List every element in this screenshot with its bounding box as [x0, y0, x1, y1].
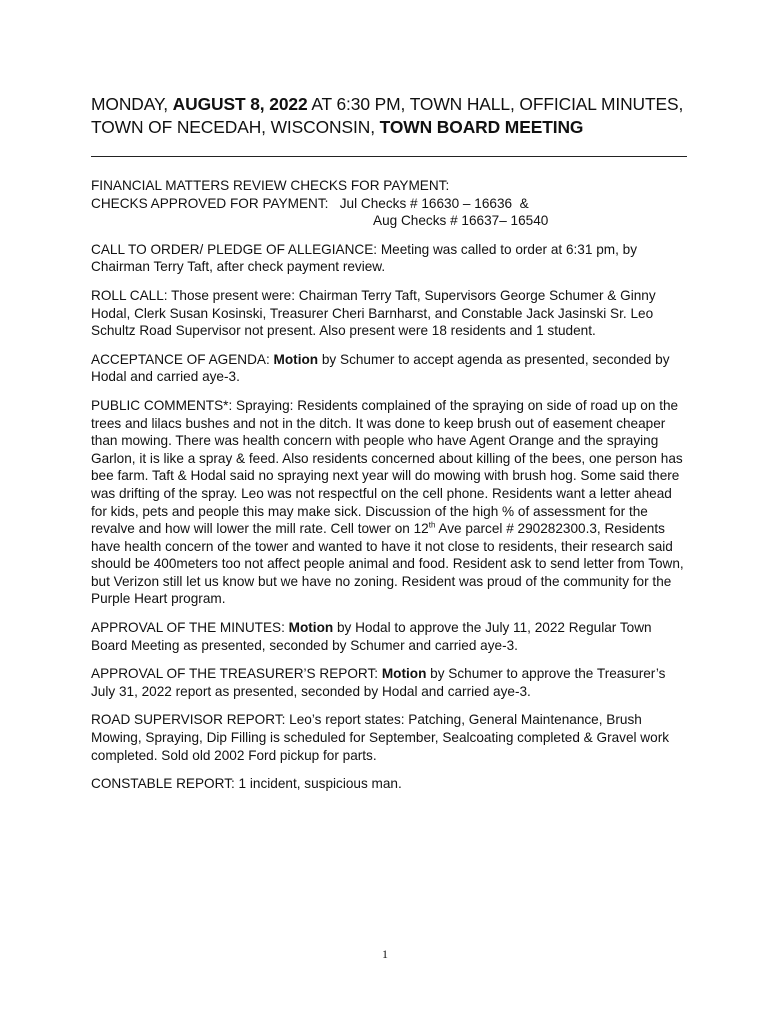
title-divider	[91, 156, 687, 157]
call-to-order: CALL TO ORDER/ PLEDGE OF ALLEGIANCE: Meeting was called to order at 6:31 pm, by Chairman Terry Taft, after check payment review.	[91, 241, 637, 275]
checks-approved-line: CHECKS APPROVED FOR PAYMENT: Jul Checks # 16630 – 16636 &	[91, 195, 529, 211]
title-text: MONDAY,	[91, 94, 173, 114]
motion-label: Motion	[381, 666, 427, 682]
aug-checks-line: Aug Checks # 16637– 16540	[373, 213, 549, 229]
section-text: PUBLIC COMMENTS*: Spraying: Residents complained of the spraying on side of road up on the trees and lilacs bushes and not in the ditch. It was done to keep brush out of easement cheaper than mowing. There was health concern with people who have Agent Orange and the spraying Garlon, it is like a spray & feed. Also residents concerned about killing of the bees, one person has bee farm. Taft & Hodal said no spraying next year will do mowing with brush hog. Some said there was drifting of the spray. Leo was not respectful on the cell phone. Residents want a letter ahead for kids, pets and people this may make sick. Discussion of the high % of assessment for the revalve and how will lower the mill rate. Cell tower on 12	[91, 397, 683, 537]
section-text: by Hodal to approve the July 11, 2022 Regular Town Board Meeting as presented, seconded by Schumer and carried aye-3.	[91, 620, 652, 653]
title-text: AT 6:30 PM, TOWN HALL, OFFICIAL MINUTES, TOWN OF NECEDAH, WISCONSIN,	[91, 94, 684, 137]
section-text: by Schumer to approve the Treasurer’s July 31, 2022 report as presented, seconded by Hodal and carried aye-3.	[91, 666, 666, 699]
section-text: by Schumer to accept agenda as presented, seconded by Hodal and carried aye-3.	[91, 351, 670, 385]
title-meeting-type: TOWN BOARD MEETING	[379, 117, 584, 137]
financial-heading: FINANCIAL MATTERS REVIEW CHECKS FOR PAYMENT:	[91, 178, 450, 193]
minutes-body	[91, 177, 691, 804]
approval-of-treasurer-report	[91, 665, 691, 700]
section-heading: APPROVAL OF THE MINUTES:	[91, 620, 289, 636]
meeting-title	[91, 93, 701, 139]
section-heading: ACCEPTANCE OF AGENDA:	[91, 351, 274, 367]
road-supervisor-report: ROAD SUPERVISOR REPORT: Leo’s report states: Patching, General Maintenance, Brush Mowing, Spraying, Dip Filling is scheduled for September, Sealcoating completed & Gravel work completed. Sold old 2002 Ford pickup for parts.	[91, 712, 670, 763]
constable-report: CONSTABLE REPORT: 1 incident, suspicious man.	[91, 776, 402, 792]
ordinal-suffix: th	[428, 520, 436, 530]
section-heading: APPROVAL OF THE TREASURER’S REPORT:	[91, 666, 382, 682]
approval-of-minutes	[91, 619, 691, 654]
page-number: 1	[382, 947, 388, 961]
title-date: AUGUST 8, 2022	[172, 94, 308, 114]
roll-call: ROLL CALL: Those present were: Chairman Terry Taft, Supervisors George Schumer & Ginny Hodal, Clerk Susan Kosinski, Treasurer Cheri Barnharst, and Constable Jack Jasinski Sr. Leo Schultz Road Supervisor not present. Also present were 18 residents and 1 student.	[91, 287, 656, 339]
acceptance-of-agenda	[91, 351, 691, 386]
motion-label: Motion	[288, 620, 334, 636]
section-text: Ave parcel # 290282300.3, Residents have health concern of the tower and wanted to have it not close to residents, their research said should be 400meters too not affect people animal and food. Resident ask to send letter from Town, but Verizon still let us know but we have no zoning. Resident was proud of the community for the Purple Heart program.	[91, 521, 684, 607]
public-comments	[91, 397, 691, 608]
financial-matters	[91, 177, 691, 230]
motion-label: Motion	[273, 351, 319, 367]
